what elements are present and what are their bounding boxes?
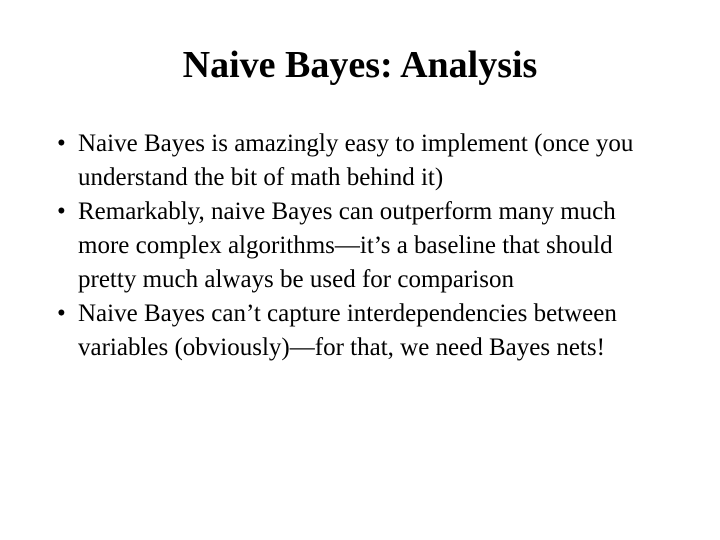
- bullet-icon: •: [57, 198, 66, 225]
- bullet-text: Remarkably, naive Bayes can outperform many much more complex algorithms—it’s a baseline that should pretty much always be used for comparison: [78, 198, 616, 293]
- bullet-list: [57, 127, 667, 365]
- bullet-item: [57, 195, 667, 297]
- bullet-text: Naive Bayes can’t capture interdependencies between variables (obviously)—for that, we need Bayes nets!: [78, 300, 617, 361]
- bullet-icon: •: [57, 300, 66, 327]
- bullet-text: Naive Bayes is amazingly easy to implement (once you understand the bit of math behind it): [78, 130, 634, 191]
- bullet-icon: •: [57, 130, 66, 157]
- bullet-item: [57, 297, 667, 365]
- bullet-item: [57, 127, 667, 195]
- slide-title: Naive Bayes: Analysis: [182, 44, 538, 86]
